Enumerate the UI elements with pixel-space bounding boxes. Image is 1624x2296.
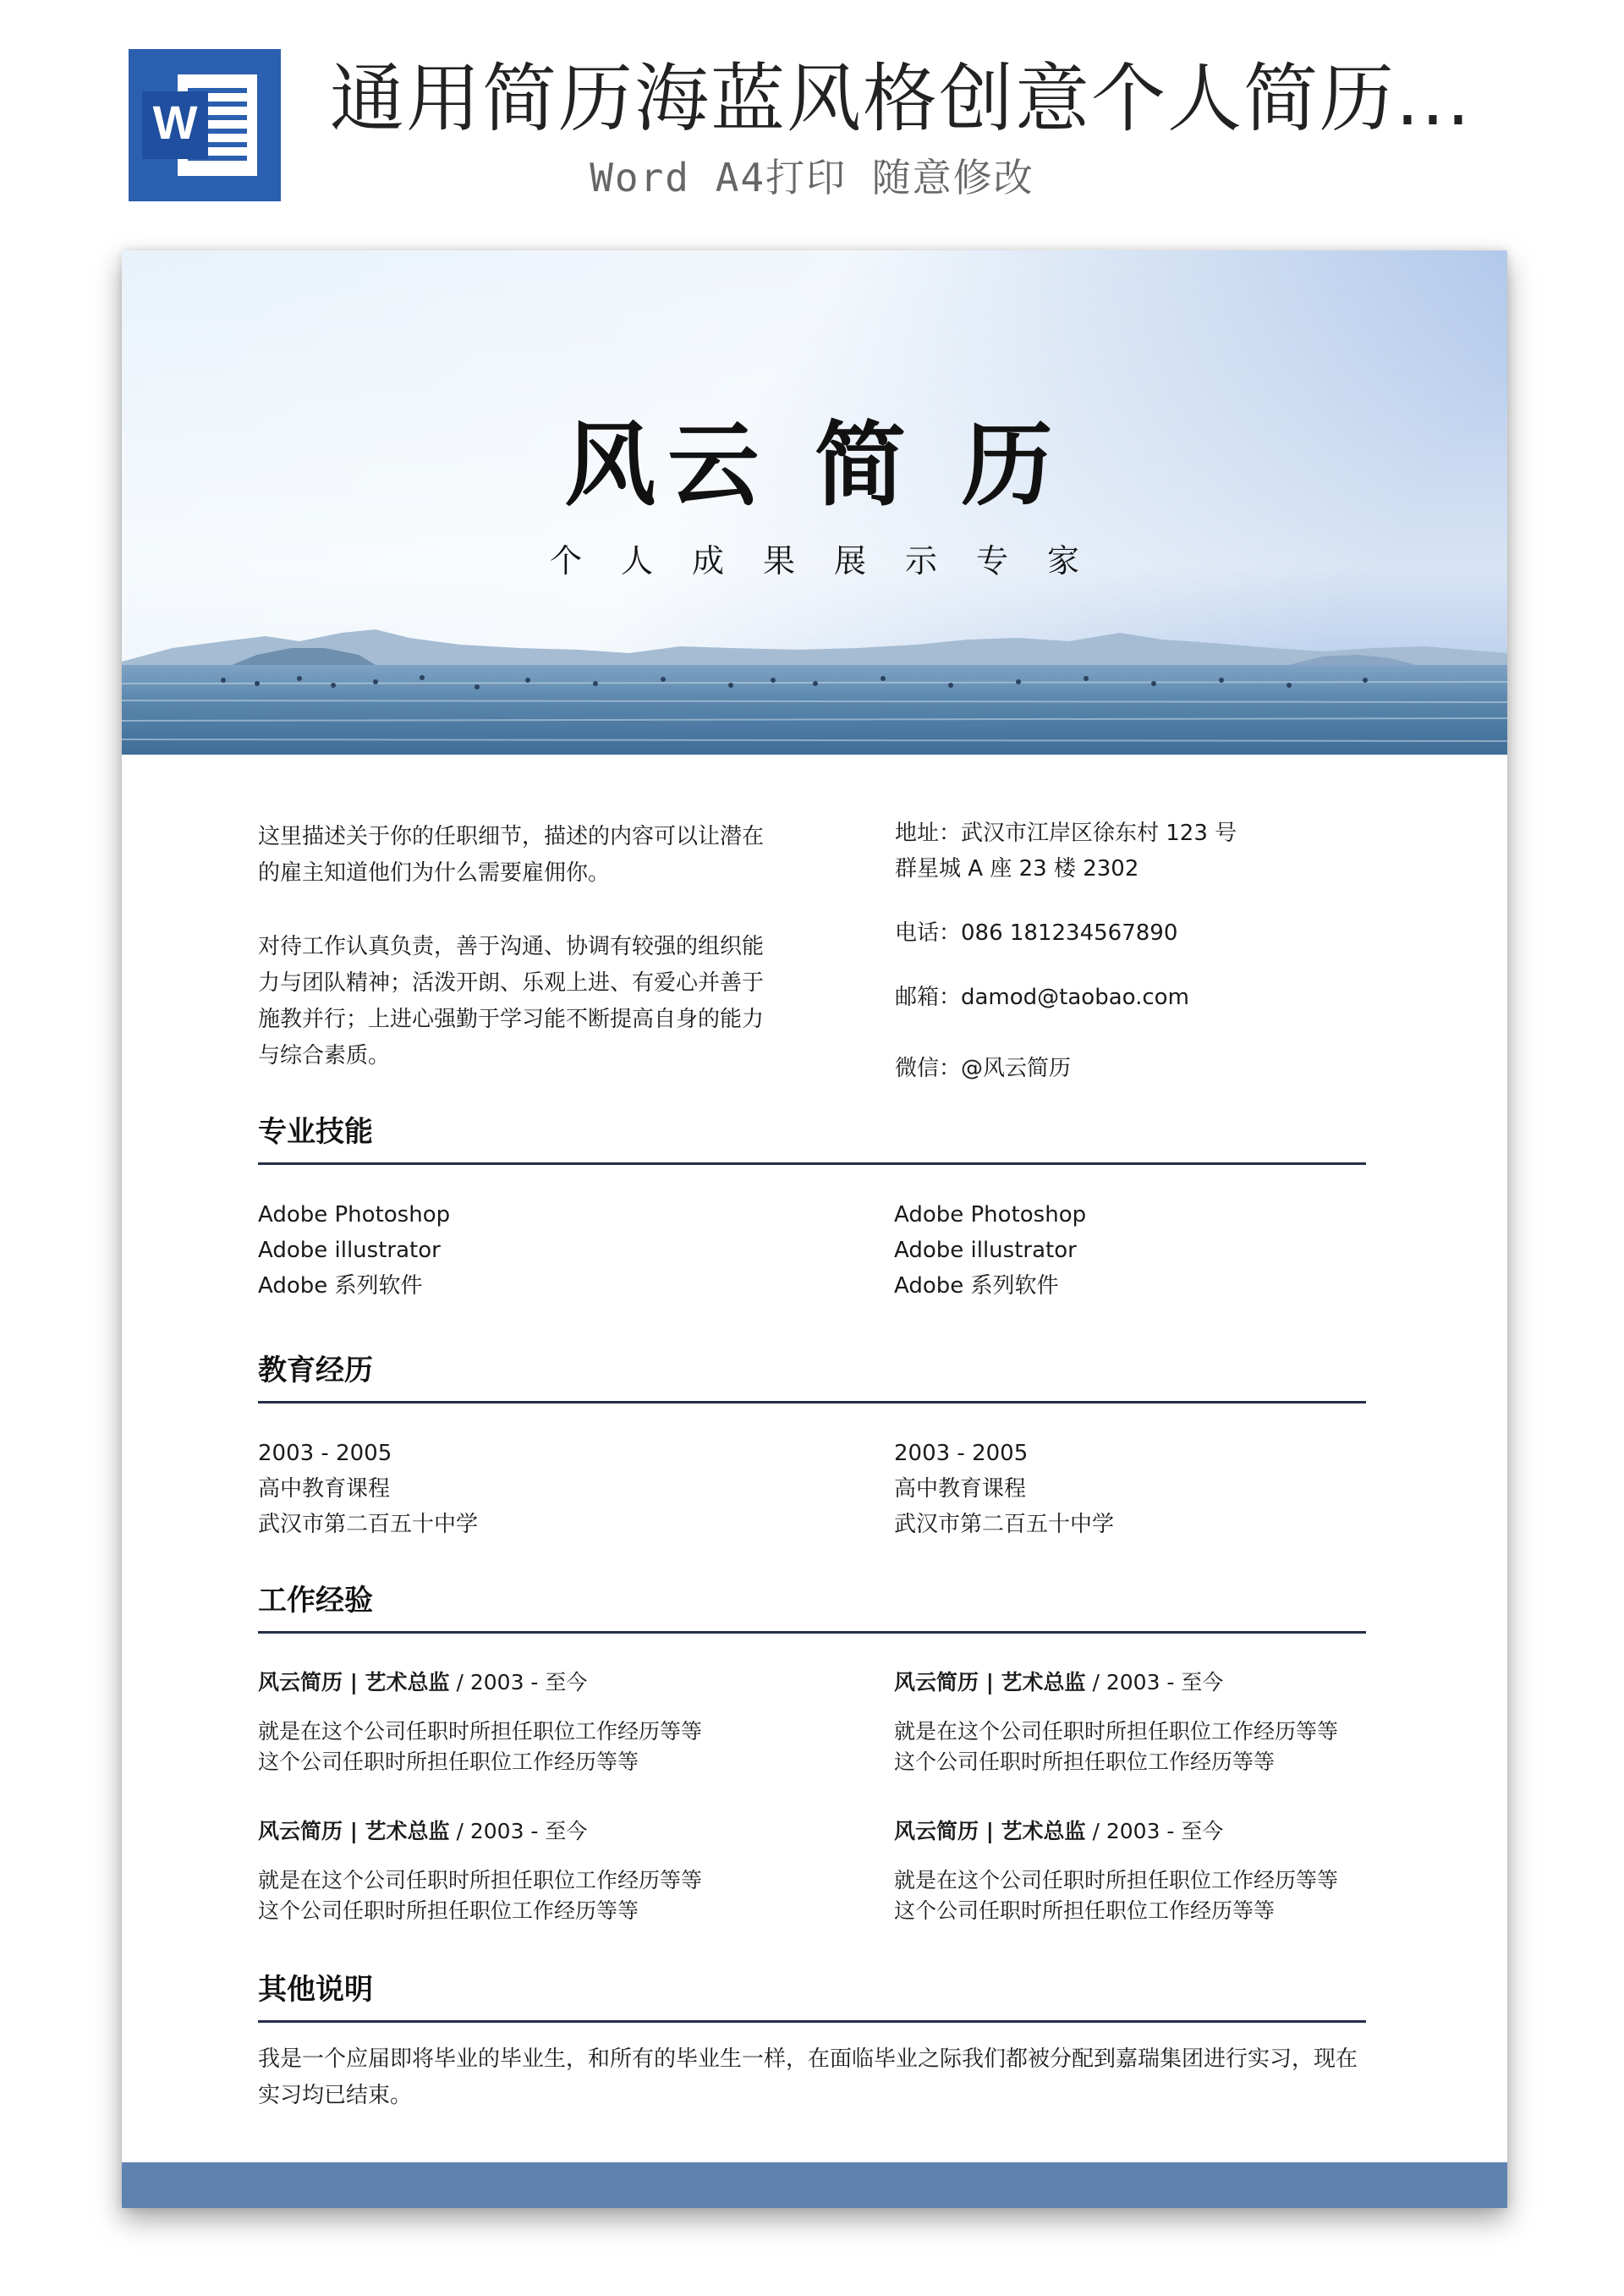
job-entry <box>258 1666 894 1777</box>
job-description: 就是在这个公司任职时所担任职位工作经历等等 <box>894 1868 1339 1892</box>
job-company-role: 风云简历 | 艺术总监 <box>258 1819 450 1843</box>
intro-block <box>258 819 782 1074</box>
education-section <box>258 1352 1366 1542</box>
job-description: 就是在这个公司任职时所担任职位工作经历等等 <box>258 1868 703 1892</box>
job-period: / 2003 - 至今 <box>1085 1670 1224 1695</box>
job-entry <box>894 1666 1366 1777</box>
education-course: 高中教育课程 <box>894 1476 1027 1502</box>
phone: 电话：086 181234567890 <box>895 920 1178 946</box>
hero-banner <box>122 250 1507 755</box>
work-right-column <box>894 1666 1366 1926</box>
word-logo-letter: W <box>152 96 198 149</box>
skill-item: Adobe Photoshop <box>894 1202 1087 1228</box>
resume-tagline: 个人成果展示专家 <box>549 542 1118 579</box>
contact-block <box>895 816 1369 1086</box>
job-company-role: 风云简历 | 艺术总监 <box>258 1670 450 1695</box>
document-title: 通用简历海蓝风格创意个人简历... <box>330 55 1472 142</box>
skills-section <box>258 1113 1366 1304</box>
other-section <box>258 1971 1366 2114</box>
job-company-role: 风云简历 | 艺术总监 <box>894 1819 1086 1843</box>
job-company-role: 风云简历 | 艺术总监 <box>894 1670 1086 1695</box>
job-description: 这个公司任职时所担任职位工作经历等等 <box>258 1898 639 1923</box>
skill-item: Adobe Photoshop <box>258 1202 451 1228</box>
document-subtitle: Word A4打印 随意修改 <box>590 155 1034 200</box>
section-heading-work: 工作经验 <box>258 1582 1366 1634</box>
education-course: 高中教育课程 <box>258 1476 391 1502</box>
job-description: 就是在这个公司任职时所担任职位工作经历等等 <box>258 1719 703 1744</box>
footer-bar <box>122 2162 1507 2208</box>
job-description: 这个公司任职时所担任职位工作经历等等 <box>258 1749 639 1774</box>
education-left-column <box>258 1436 894 1542</box>
intro-paragraph: 这里描述关于你的任职细节，描述的内容可以让潜在的雇主知道他们为什么需要雇佣你。 <box>258 824 765 886</box>
other-description: 我是一个应届即将毕业的毕业生，和所有的毕业生一样，在面临毕业之际我们都被分配到嘉瑞集团进行实习，现在实习均已结束。 <box>258 2046 1358 2108</box>
address-line-1: 地址：武汉市江岸区徐东村 123 号 <box>895 821 1237 846</box>
resume-title: 风云 简 历 <box>564 413 1065 519</box>
education-period: 2003 - 2005 <box>258 1441 392 1466</box>
self-evaluation-paragraph: 对待工作认真负责，善于沟通、协调有较强的组织能力与团队精神；活泼开朗、乐观上进、有爱心并善于施教并行；上进心强勤于学习能不断提高自身的能力与综合素质。 <box>258 934 765 1068</box>
section-heading-skills: 专业技能 <box>258 1113 1366 1165</box>
job-period: / 2003 - 至今 <box>449 1819 588 1843</box>
education-school: 武汉市第二百五十中学 <box>258 1512 479 1537</box>
job-entry <box>258 1815 894 1926</box>
education-period: 2003 - 2005 <box>894 1441 1029 1466</box>
email: 邮箱：damod@taobao.com <box>895 985 1189 1010</box>
education-school: 武汉市第二百五十中学 <box>894 1512 1115 1537</box>
skill-item: Adobe 系列软件 <box>258 1273 423 1299</box>
wechat: 微信：@风云简历 <box>895 1056 1072 1081</box>
job-period: / 2003 - 至今 <box>1085 1819 1224 1843</box>
job-description: 这个公司任职时所担任职位工作经历等等 <box>894 1898 1276 1923</box>
job-period: / 2003 - 至今 <box>449 1670 588 1695</box>
address-line-2: 群星城 A 座 23 楼 2302 <box>895 856 1139 882</box>
job-description: 就是在这个公司任职时所担任职位工作经历等等 <box>894 1719 1339 1744</box>
education-right-column <box>894 1436 1366 1542</box>
skill-item: Adobe illustrator <box>258 1238 441 1263</box>
skill-item: Adobe illustrator <box>894 1238 1077 1263</box>
skills-right-column <box>894 1197 1366 1304</box>
work-section <box>258 1582 1366 1926</box>
skill-item: Adobe 系列软件 <box>894 1273 1059 1299</box>
job-description: 这个公司任职时所担任职位工作经历等等 <box>894 1749 1276 1774</box>
job-entry <box>894 1815 1366 1926</box>
section-heading-education: 教育经历 <box>258 1352 1366 1403</box>
work-left-column <box>258 1666 894 1926</box>
section-heading-other: 其他说明 <box>258 1971 1366 2023</box>
resume-page <box>122 250 1507 2208</box>
skills-left-column <box>258 1197 894 1304</box>
